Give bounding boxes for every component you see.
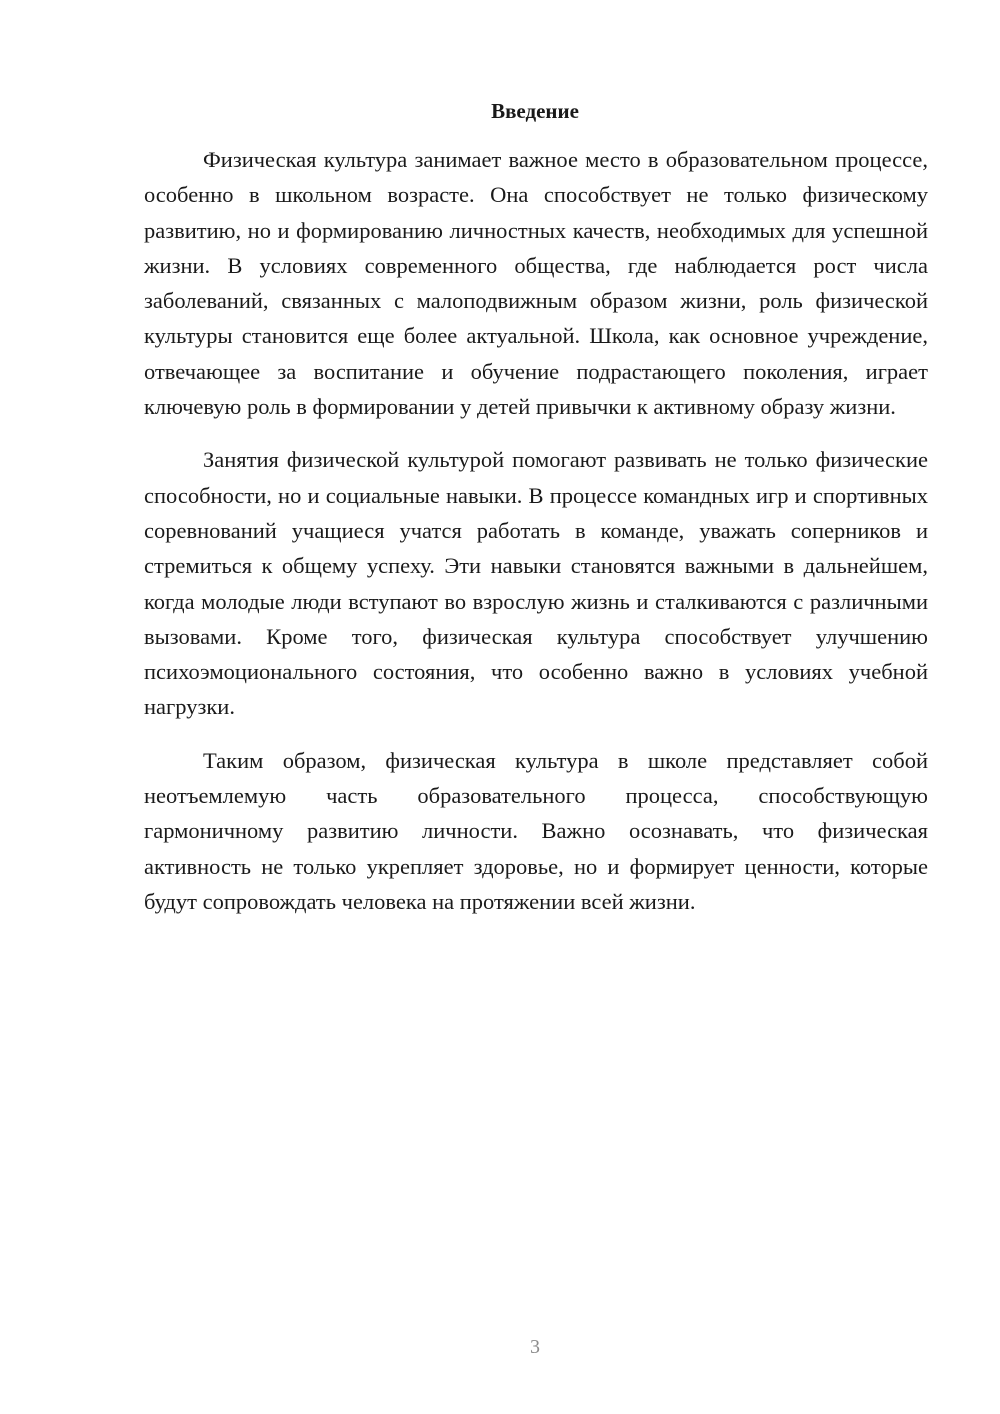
page-number: 3 (530, 1336, 540, 1358)
paragraph-1: Физическая культура занимает важное место в образовательном процессе, особенно в школьном возрасте. Она способствует не только физическому развитию, но и формированию личностных качеств, необходимых для успешной жизни. В условиях современного общества, где наблюдается рост числа заболеваний, связанных с малоподвижным образом жизни, роль физической культуры становится еще более актуальной. Школа, как основное учреждение, отвечающее за воспитание и обучение подрастающего поколения, играет ключевую роль в формировании у детей привычки к активному образу жизни. (144, 147, 928, 420)
paragraph-2: Занятия физической культурой помогают развивать не только физические способности, но и социальные навыки. В процессе командных игр и спортивных соревнований учащиеся учатся работать в команде, уважать соперников и стремиться к общему успеху. Эти навыки становятся важными в дальнейшем, когда молодые люди вступают во взрослую жизнь и сталкиваются с различными вызовами. Кроме того, физическая культура способствует улучшению психоэмоционального состояния, что особенно важно в условиях учебной нагрузки. (144, 447, 928, 720)
page-title: Введение (491, 99, 579, 123)
document-body (144, 142, 928, 919)
paragraph-3: Таким образом, физическая культура в школе представляет собой неотъемлемую часть образовательного процесса, способствующую гармоничному развитию личности. Важно осознавать, что физическая активность не только укрепляет здоровье, но и формирует ценности, которые будут сопровождать человека на протяжении всей жизни. (144, 747, 928, 914)
